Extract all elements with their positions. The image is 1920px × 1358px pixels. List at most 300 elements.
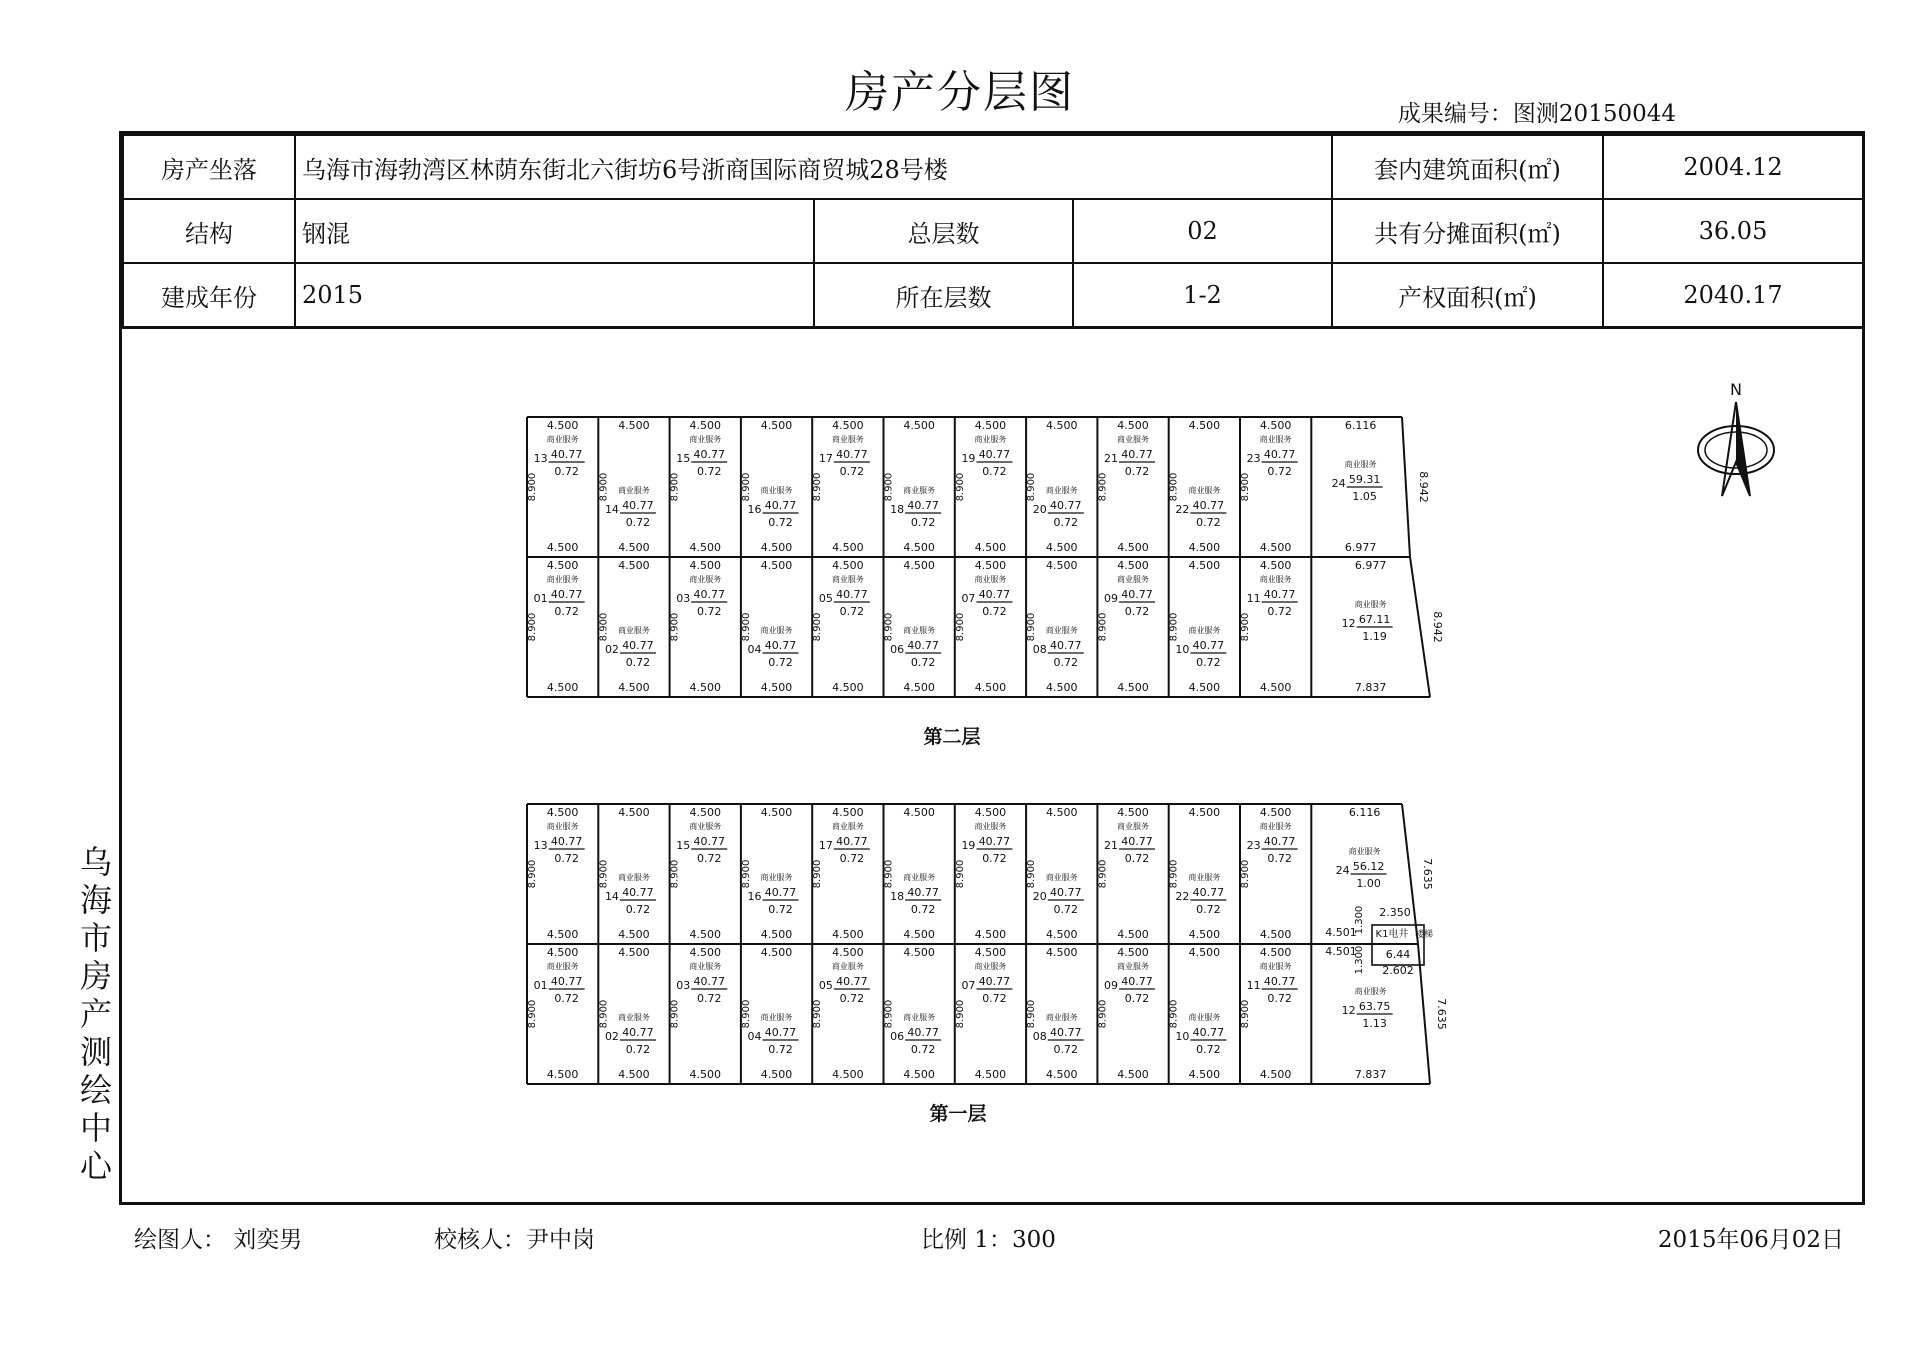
floor2-top-unit-number: 22 bbox=[1175, 503, 1190, 516]
floor1-top-unit-number: 17 bbox=[818, 839, 833, 852]
floor2-bottom-unit-number: 06 bbox=[890, 643, 905, 656]
floor2-top-last-unit-area: 59.31 bbox=[1348, 473, 1381, 486]
floor1-top-width-bottom: 4.500 bbox=[1046, 928, 1078, 941]
floor1-top-last-side-dim: 7.635 bbox=[1421, 858, 1434, 890]
drawer-name: 绘图人： 刘奕男 bbox=[134, 1227, 303, 1253]
floor2-bottom-last-use-label: 商业服务 bbox=[1354, 600, 1387, 609]
floor1-bottom-unit-area: 40.77 bbox=[550, 975, 583, 988]
total-floors-value: 02 bbox=[1073, 199, 1332, 263]
floor1-top-unit-number: 13 bbox=[533, 839, 548, 852]
floor1-bottom-unit-share: 0.72 bbox=[1124, 992, 1150, 1005]
floor2-bottom-width-top: 4.500 bbox=[1117, 559, 1149, 572]
floor2-bottom-width-top: 4.500 bbox=[832, 559, 864, 572]
floor2-top-use-label: 商业服务 bbox=[974, 435, 1007, 444]
floor2-top-last-unit-share: 1.05 bbox=[1352, 490, 1377, 503]
floor1-top-last-unit-area: 56.12 bbox=[1352, 860, 1385, 873]
floor2-bottom-depth-left: 8.900 bbox=[527, 612, 538, 642]
floor1-bottom-use-label: 商业服务 bbox=[546, 962, 579, 971]
floor1-top-unit-share: 0.72 bbox=[554, 852, 579, 865]
floor2-top-width-top: 4.500 bbox=[618, 419, 650, 432]
floor1-top-depth-left: 8.900 bbox=[527, 859, 538, 889]
floor2-bottom-width-top: 4.500 bbox=[546, 559, 579, 572]
floor2-top-unit-number: 16 bbox=[747, 503, 762, 516]
scale-ratio: 比例 1：300 bbox=[921, 1227, 1056, 1253]
floor2-bottom-unit-number: 01 bbox=[533, 592, 548, 605]
floor1-top-last-unit-number: 24 bbox=[1335, 864, 1350, 877]
floor2-bottom-unit-share: 0.72 bbox=[1267, 605, 1292, 618]
floor1-top-use-label: 商业服务 bbox=[546, 822, 579, 831]
floor2-top-depth-left: 8.900 bbox=[527, 472, 538, 502]
surveying-center-name: 乌 海 市 房 产 测 绘 中 心 bbox=[79, 843, 112, 1185]
floor2-bottom-use-label: 商业服务 bbox=[1188, 626, 1221, 635]
floor1-top-width-top: 4.500 bbox=[1188, 806, 1221, 819]
floor1-bottom-width-bottom: 4.500 bbox=[832, 1068, 864, 1081]
floor1-bottom-width-top: 4.500 bbox=[1046, 946, 1078, 959]
structure-label: 结构 bbox=[123, 199, 295, 263]
floor1-top-unit-area: 40.77 bbox=[836, 835, 868, 848]
floor2-top-width-top: 4.500 bbox=[1117, 419, 1149, 432]
stair-width-2: 4.501 bbox=[1325, 945, 1357, 958]
floor2-top-last-top-dim: 6.116 bbox=[1344, 419, 1377, 432]
floor1-top-slanted-wall bbox=[1402, 804, 1418, 944]
property-area-value: 2040.17 bbox=[1603, 263, 1863, 328]
floor1-top-unit-share: 0.72 bbox=[839, 852, 865, 865]
floor1-top-unit-share: 0.72 bbox=[697, 852, 722, 865]
floor2-top-width-bottom: 4.500 bbox=[974, 541, 1007, 554]
floor1-bottom-last-unit-area: 63.75 bbox=[1358, 1000, 1391, 1013]
floor2-top-unit-number: 13 bbox=[533, 452, 548, 465]
floor1-top-use-label: 商业服务 bbox=[831, 822, 864, 831]
floor2-bottom-unit-area: 40.77 bbox=[978, 588, 1011, 601]
floor1-top-use-label: 商业服务 bbox=[903, 873, 936, 882]
floor1-bottom-width-top: 4.500 bbox=[1259, 946, 1292, 959]
floor1-bottom-unit-number: 08 bbox=[1032, 1030, 1047, 1043]
floor2-top-depth-left: 8.900 bbox=[669, 472, 681, 502]
floor2-top-unit-number: 23 bbox=[1246, 452, 1261, 465]
floor1-bottom-unit-share: 0.72 bbox=[697, 992, 722, 1005]
floor1-top-unit-area: 40.77 bbox=[1192, 886, 1225, 899]
floor2-top-unit-share: 0.72 bbox=[697, 465, 722, 478]
floor2-top-unit-number: 15 bbox=[676, 452, 691, 465]
floor2-top-unit-share: 0.72 bbox=[982, 465, 1007, 478]
floor1-bottom-width-top: 4.500 bbox=[689, 946, 721, 959]
floor1-top-use-label: 商业服务 bbox=[1117, 822, 1150, 831]
floor2-bottom-depth-left: 8.900 bbox=[883, 612, 895, 642]
floor1-top-width-bottom: 4.500 bbox=[760, 928, 793, 941]
floor1-top-unit-share: 0.72 bbox=[1267, 852, 1292, 865]
floor1-bottom-depth-left: 8.900 bbox=[954, 999, 966, 1029]
floor2-bottom-unit-area: 40.77 bbox=[1263, 588, 1296, 601]
floor2-top-use-label: 商业服务 bbox=[760, 486, 793, 495]
floor2-top-unit-area: 40.77 bbox=[550, 448, 583, 461]
floor1-top-width-bottom: 4.500 bbox=[618, 928, 650, 941]
floor1-bottom-width-top: 4.500 bbox=[1188, 946, 1221, 959]
floor1-top-use-label: 商业服务 bbox=[689, 822, 722, 831]
floor1-bottom-last-unit-number: 12 bbox=[1341, 1004, 1356, 1017]
floor1-bottom-use-label: 商业服务 bbox=[1045, 1013, 1078, 1022]
floor2-bottom-width-bottom: 4.500 bbox=[1046, 681, 1078, 694]
floor2-bottom-use-label: 商业服务 bbox=[974, 575, 1007, 584]
floor2-top-width-top: 4.500 bbox=[974, 419, 1007, 432]
floor2-top-use-label: 商业服务 bbox=[1188, 486, 1221, 495]
floor1-bottom-width-top: 4.500 bbox=[974, 946, 1007, 959]
floor1-top-depth-left: 8.900 bbox=[954, 859, 966, 889]
floor1-bottom-unit-share: 0.72 bbox=[625, 1043, 651, 1056]
shared-area-value: 36.05 bbox=[1603, 199, 1863, 263]
floor2-top-last-bottom-dim: 6.977 bbox=[1344, 541, 1377, 554]
floor2-top-depth-left: 8.900 bbox=[883, 472, 895, 502]
floor1-top-use-label: 商业服务 bbox=[760, 873, 793, 882]
floor1-top-unit-share: 0.72 bbox=[768, 903, 793, 916]
floor2-bottom-use-label: 商业服务 bbox=[617, 626, 650, 635]
floor2-bottom-width-bottom: 4.500 bbox=[1188, 681, 1221, 694]
floor2-bottom-width-top: 4.500 bbox=[1046, 559, 1078, 572]
floor2-top-unit-share: 0.72 bbox=[554, 465, 579, 478]
floor1-top-unit-area: 40.77 bbox=[764, 886, 797, 899]
floor2-bottom-last-top-dim: 6.977 bbox=[1354, 559, 1387, 572]
floor2-top-use-label: 商业服务 bbox=[1259, 435, 1292, 444]
floor2-bottom-unit-area: 40.77 bbox=[836, 588, 868, 601]
floor1-bottom-unit-area: 40.77 bbox=[1121, 975, 1153, 988]
floor2-bottom-width-top: 4.500 bbox=[1259, 559, 1292, 572]
floor1-bottom-unit-share: 0.72 bbox=[982, 992, 1007, 1005]
floor2-bottom-unit-share: 0.72 bbox=[982, 605, 1007, 618]
floor1-bottom-use-label: 商业服务 bbox=[689, 962, 722, 971]
floor1-top-use-label: 商业服务 bbox=[1188, 873, 1221, 882]
location-value: 乌海市海勃湾区林荫东街北六街坊6号浙商国际商贸城28号楼 bbox=[295, 135, 1332, 199]
floor1-top-unit-share: 0.72 bbox=[910, 903, 936, 916]
floor2-top-last-use-label: 商业服务 bbox=[1344, 460, 1377, 469]
floor2-bottom-depth-left: 8.900 bbox=[1240, 612, 1251, 642]
floor1-bottom-depth-left: 8.900 bbox=[669, 999, 681, 1029]
floor2-bottom-depth-left: 8.900 bbox=[1168, 612, 1180, 642]
floor2-bottom-unit-share: 0.72 bbox=[839, 605, 865, 618]
floor2-bottom-use-label: 商业服务 bbox=[689, 575, 722, 584]
floor2-bottom-unit-number: 10 bbox=[1175, 643, 1190, 656]
stair-width-1: 4.501 bbox=[1325, 926, 1357, 939]
floor1-bottom-width-top: 4.500 bbox=[760, 946, 793, 959]
floor2-bottom-use-label: 商业服务 bbox=[760, 626, 793, 635]
floor2-top-unit-number: 14 bbox=[604, 503, 619, 516]
floor1-top-unit-number: 14 bbox=[604, 890, 619, 903]
floor2-bottom-width-bottom: 4.500 bbox=[1117, 681, 1149, 694]
floor2-top-use-label: 商业服务 bbox=[831, 435, 864, 444]
floor1-bottom-unit-share: 0.72 bbox=[1053, 1043, 1078, 1056]
floor2-bottom-width-top: 4.500 bbox=[760, 559, 793, 572]
floor2-top-unit-share: 0.72 bbox=[910, 516, 936, 529]
floor2-bottom-unit-share: 0.72 bbox=[1053, 656, 1078, 669]
floor1-top-width-top: 4.500 bbox=[618, 806, 650, 819]
floor1-top-unit-share: 0.72 bbox=[1124, 852, 1150, 865]
floor2-bottom-unit-number: 09 bbox=[1104, 592, 1119, 605]
floor2-bottom-slanted-wall bbox=[1410, 557, 1430, 697]
floor1-bottom-unit-area: 40.77 bbox=[1192, 1026, 1225, 1039]
floor2-bottom-last-unit-area: 67.11 bbox=[1358, 613, 1391, 626]
floor2-top-depth-left: 8.900 bbox=[1097, 472, 1109, 502]
floor1-top-width-bottom: 4.500 bbox=[1259, 928, 1292, 941]
floor1-bottom-depth-left: 8.900 bbox=[740, 999, 752, 1029]
floor2-bottom-unit-share: 0.72 bbox=[1196, 656, 1221, 669]
stair-height-1: 1.300 bbox=[1354, 905, 1365, 935]
floor-label: 所在层数 bbox=[814, 263, 1073, 328]
floor1-bottom-width-top: 4.500 bbox=[546, 946, 579, 959]
inner-area-value: 2004.12 bbox=[1603, 135, 1863, 199]
floor2-top-unit-number: 18 bbox=[890, 503, 905, 516]
floor2-caption: 第二层 bbox=[923, 726, 981, 748]
floor2-top-use-label: 商业服务 bbox=[1045, 486, 1078, 495]
floor1-top-width-top: 4.500 bbox=[1117, 806, 1149, 819]
floor2-top-unit-area: 40.77 bbox=[1121, 448, 1153, 461]
floor2-top-width-top: 4.500 bbox=[546, 419, 579, 432]
floor1-bottom-unit-share: 0.72 bbox=[910, 1043, 936, 1056]
floor2-top-unit-number: 19 bbox=[961, 452, 976, 465]
floor1-bottom-last-side-dim: 7.635 bbox=[1435, 998, 1448, 1030]
floor1-top-unit-area: 40.77 bbox=[1050, 886, 1082, 899]
total-floors-label: 总层数 bbox=[814, 199, 1073, 263]
floor1-bottom-depth-left: 8.900 bbox=[527, 999, 538, 1029]
floor2-bottom-last-unit-number: 12 bbox=[1341, 617, 1356, 630]
floor2-bottom-depth-left: 8.900 bbox=[954, 612, 966, 642]
floor1-bottom-width-bottom: 4.500 bbox=[1259, 1068, 1292, 1081]
floor2-bottom-depth-left: 8.900 bbox=[812, 612, 824, 642]
floor1-top-depth-left: 8.900 bbox=[883, 859, 895, 889]
floor2-bottom-width-bottom: 4.500 bbox=[546, 681, 579, 694]
floor1-top-unit-number: 20 bbox=[1032, 890, 1047, 903]
floor1-bottom-unit-share: 0.72 bbox=[839, 992, 865, 1005]
year-value: 2015 bbox=[295, 263, 814, 328]
floor1-bottom-unit-area: 40.77 bbox=[693, 975, 725, 988]
floor2-top-width-bottom: 4.500 bbox=[546, 541, 579, 554]
floor2-bottom-last-side-dim: 8.942 bbox=[1431, 611, 1444, 643]
floor1-bottom-unit-area: 40.77 bbox=[907, 1026, 939, 1039]
floor1-bottom-depth-left: 8.900 bbox=[1240, 999, 1251, 1029]
floor1-bottom-use-label: 商业服务 bbox=[617, 1013, 650, 1022]
floor1-top-last-top-dim: 6.116 bbox=[1348, 806, 1381, 819]
floor1-bottom-use-label: 商业服务 bbox=[1188, 1013, 1221, 1022]
floor2-bottom-width-bottom: 4.500 bbox=[760, 681, 793, 694]
floor2-bottom-depth-left: 8.900 bbox=[669, 612, 681, 642]
floor-value: 1-2 bbox=[1073, 263, 1332, 328]
floor2-top-width-top: 4.500 bbox=[903, 419, 935, 432]
floor2-top-unit-number: 20 bbox=[1032, 503, 1047, 516]
floor1-top-width-top: 4.500 bbox=[974, 806, 1007, 819]
floor2-top-width-bottom: 4.500 bbox=[618, 541, 650, 554]
floor2-top-depth-left: 8.900 bbox=[1026, 472, 1038, 502]
floor1-bottom-unit-number: 04 bbox=[747, 1030, 762, 1043]
floor2-top-unit-share: 0.72 bbox=[1267, 465, 1292, 478]
floor2-bottom-unit-area: 40.77 bbox=[693, 588, 725, 601]
floor1-top-width-bottom: 4.500 bbox=[974, 928, 1007, 941]
floor1-top-unit-area: 40.77 bbox=[550, 835, 583, 848]
floor1-bottom-depth-left: 8.900 bbox=[1097, 999, 1109, 1029]
floor1-bottom-unit-area: 40.77 bbox=[1263, 975, 1296, 988]
floor2-bottom-width-top: 4.500 bbox=[974, 559, 1007, 572]
checker-name: 校核人：尹中岗 bbox=[434, 1227, 595, 1253]
floor1-top-unit-share: 0.72 bbox=[1196, 903, 1221, 916]
location-label: 房产坐落 bbox=[123, 135, 295, 199]
floor1-bottom-unit-number: 06 bbox=[890, 1030, 905, 1043]
floor1-top-unit-area: 40.77 bbox=[622, 886, 654, 899]
floor1-top-unit-area: 40.77 bbox=[978, 835, 1011, 848]
floor2-top-use-label: 商业服务 bbox=[903, 486, 936, 495]
floor1-bottom-width-bottom: 4.500 bbox=[546, 1068, 579, 1081]
floor2-bottom-use-label: 商业服务 bbox=[1259, 575, 1292, 584]
floor2-top-last-side-dim: 8.942 bbox=[1417, 471, 1430, 503]
floor1-bottom-depth-left: 8.900 bbox=[1168, 999, 1180, 1029]
floor2-top-use-label: 商业服务 bbox=[617, 486, 650, 495]
floor1-bottom-width-top: 4.500 bbox=[903, 946, 935, 959]
floor2-bottom-unit-area: 40.77 bbox=[1121, 588, 1153, 601]
floor1-top-depth-left: 8.900 bbox=[1168, 859, 1180, 889]
floor2-top-depth-left: 8.900 bbox=[954, 472, 966, 502]
floor2-bottom-unit-number: 02 bbox=[604, 643, 619, 656]
floor2-top-width-top: 4.500 bbox=[1259, 419, 1292, 432]
floor2-top-depth-left: 8.900 bbox=[1240, 472, 1251, 502]
stair-dim-2: 2.602 bbox=[1382, 964, 1414, 977]
floor1-top-use-label: 商业服务 bbox=[1259, 822, 1292, 831]
floor1-bottom-width-top: 4.500 bbox=[1117, 946, 1149, 959]
floor1-top-last-use-label: 商业服务 bbox=[1348, 847, 1381, 856]
floor2-top-unit-area: 40.77 bbox=[1263, 448, 1296, 461]
floor2-bottom-use-label: 商业服务 bbox=[903, 626, 936, 635]
floor1-bottom-width-bottom: 4.500 bbox=[1046, 1068, 1078, 1081]
floor1-top-unit-area: 40.77 bbox=[1263, 835, 1296, 848]
floor1-top-depth-left: 8.900 bbox=[740, 859, 752, 889]
floor1-bottom-unit-area: 40.77 bbox=[764, 1026, 797, 1039]
floor2-top-unit-area: 40.77 bbox=[907, 499, 939, 512]
floor2-bottom-unit-area: 40.77 bbox=[907, 639, 939, 652]
floor2-bottom-width-top: 4.500 bbox=[903, 559, 935, 572]
stair-height-2: 1.300 bbox=[1354, 945, 1365, 975]
floor1-top-width-bottom: 4.500 bbox=[689, 928, 721, 941]
floor1-bottom-width-top: 4.500 bbox=[832, 946, 864, 959]
floor1-top-unit-number: 22 bbox=[1175, 890, 1190, 903]
floor2-top-unit-area: 40.77 bbox=[836, 448, 868, 461]
floor1-top-width-top: 4.500 bbox=[1046, 806, 1078, 819]
floor1-top-unit-number: 23 bbox=[1246, 839, 1261, 852]
floor2-bottom-last-unit-share: 1.19 bbox=[1362, 630, 1387, 643]
floor1-caption: 第一层 bbox=[929, 1103, 987, 1125]
floor1-top-unit-area: 40.77 bbox=[907, 886, 939, 899]
floor2-bottom-unit-number: 03 bbox=[676, 592, 691, 605]
floor1-bottom-depth-left: 8.900 bbox=[598, 999, 610, 1029]
floor1-bottom-use-label: 商业服务 bbox=[903, 1013, 936, 1022]
result-number: 成果编号：图测20150044 bbox=[1397, 101, 1676, 127]
north-letter: N bbox=[1730, 380, 1742, 399]
floor1-bottom-use-label: 商业服务 bbox=[974, 962, 1007, 971]
floor2-top-width-bottom: 4.500 bbox=[760, 541, 793, 554]
floor1-top-width-bottom: 4.500 bbox=[832, 928, 864, 941]
floor2-top-use-label: 商业服务 bbox=[546, 435, 579, 444]
floor2-top-width-bottom: 4.500 bbox=[1188, 541, 1221, 554]
floor2-top-unit-share: 0.72 bbox=[1196, 516, 1221, 529]
floor1-top-unit-area: 40.77 bbox=[693, 835, 725, 848]
floor1-bottom-use-label: 商业服务 bbox=[831, 962, 864, 971]
floor2-bottom-unit-share: 0.72 bbox=[554, 605, 579, 618]
floor1-top-width-top: 4.500 bbox=[903, 806, 935, 819]
floor2-bottom-unit-number: 07 bbox=[961, 592, 976, 605]
floor1-bottom-use-label: 商业服务 bbox=[1117, 962, 1150, 971]
floor1-bottom-unit-number: 05 bbox=[818, 979, 833, 992]
floor2-bottom-unit-number: 08 bbox=[1032, 643, 1047, 656]
floor2-top-width-bottom: 4.500 bbox=[1117, 541, 1149, 554]
floor2-bottom-use-label: 商业服务 bbox=[831, 575, 864, 584]
floor1-bottom-unit-number: 11 bbox=[1246, 979, 1261, 992]
floor1-top-unit-number: 16 bbox=[747, 890, 762, 903]
floor1-bottom-width-bottom: 4.500 bbox=[689, 1068, 721, 1081]
floor2-top-unit-share: 0.72 bbox=[839, 465, 865, 478]
floor2-top-depth-left: 8.900 bbox=[740, 472, 752, 502]
floor2-top-unit-area: 40.77 bbox=[978, 448, 1011, 461]
floor2-bottom-unit-area: 40.77 bbox=[622, 639, 654, 652]
floor1-bottom-use-label: 商业服务 bbox=[760, 1013, 793, 1022]
floor2-bottom-unit-number: 05 bbox=[818, 592, 833, 605]
floor1-top-width-bottom: 4.500 bbox=[903, 928, 935, 941]
floor1-top-use-label: 商业服务 bbox=[1045, 873, 1078, 882]
floor2-bottom-width-bottom: 4.500 bbox=[1259, 681, 1292, 694]
floor2-top-depth-left: 8.900 bbox=[812, 472, 824, 502]
floor2-top-unit-share: 0.72 bbox=[768, 516, 793, 529]
floor2-bottom-unit-area: 40.77 bbox=[550, 588, 583, 601]
floor2-bottom-depth-left: 8.900 bbox=[740, 612, 752, 642]
floor2-bottom-unit-number: 11 bbox=[1246, 592, 1261, 605]
floor1-bottom-unit-area: 40.77 bbox=[836, 975, 868, 988]
floor2-top-use-label: 商业服务 bbox=[689, 435, 722, 444]
floor1-top-unit-number: 19 bbox=[961, 839, 976, 852]
shared-area-label: 共有分摊面积(㎡) bbox=[1332, 199, 1603, 263]
floor1-top-depth-left: 8.900 bbox=[812, 859, 824, 889]
floor1-bottom-width-top: 4.500 bbox=[618, 946, 650, 959]
floor2-bottom-unit-share: 0.72 bbox=[697, 605, 722, 618]
floor2-top-width-top: 4.500 bbox=[760, 419, 793, 432]
floor1-bottom-unit-number: 02 bbox=[604, 1030, 619, 1043]
floor2-bottom-width-top: 4.500 bbox=[689, 559, 721, 572]
floor2-top-width-bottom: 4.500 bbox=[1046, 541, 1078, 554]
electric-well-label: K1电井 bbox=[1375, 929, 1409, 940]
floor2-bottom-width-bottom: 4.500 bbox=[832, 681, 864, 694]
floor1-top-width-top: 4.500 bbox=[689, 806, 721, 819]
floor2-bottom-use-label: 商业服务 bbox=[1045, 626, 1078, 635]
floor1-top-unit-number: 15 bbox=[676, 839, 691, 852]
floor2-bottom-width-top: 4.500 bbox=[618, 559, 650, 572]
floor1-top-width-bottom: 4.500 bbox=[546, 928, 579, 941]
stairs-label: 楼梯 bbox=[1414, 930, 1434, 940]
property-area-label: 产权面积(㎡) bbox=[1332, 263, 1603, 328]
floor2-top-width-bottom: 4.500 bbox=[1259, 541, 1292, 554]
floor2-top-unit-area: 40.77 bbox=[764, 499, 797, 512]
floor1-bottom-depth-left: 8.900 bbox=[1026, 999, 1038, 1029]
floor1-bottom-width-bottom: 4.500 bbox=[1117, 1068, 1149, 1081]
floor2-bottom-depth-left: 8.900 bbox=[598, 612, 610, 642]
floor2-bottom-use-label: 商业服务 bbox=[546, 575, 579, 584]
floor2-bottom-unit-share: 0.72 bbox=[768, 656, 793, 669]
floor1-top-width-top: 4.500 bbox=[760, 806, 793, 819]
floor2-top-width-top: 4.500 bbox=[832, 419, 864, 432]
floor2-bottom-unit-share: 0.72 bbox=[910, 656, 936, 669]
floor2-bottom-unit-area: 40.77 bbox=[1192, 639, 1225, 652]
year-label: 建成年份 bbox=[123, 263, 295, 328]
floor1-bottom-unit-share: 0.72 bbox=[1196, 1043, 1221, 1056]
floor2-top-slanted-wall bbox=[1402, 417, 1410, 557]
stair-area: 6.44 bbox=[1385, 948, 1411, 961]
floor1-bottom-width-bottom: 4.500 bbox=[618, 1068, 650, 1081]
floor2-top-unit-share: 0.72 bbox=[625, 516, 651, 529]
floor2-bottom-depth-left: 8.900 bbox=[1097, 612, 1109, 642]
floor1-bottom-last-bottom-dim: 7.837 bbox=[1354, 1068, 1387, 1081]
floor2-bottom-width-top: 4.500 bbox=[1188, 559, 1221, 572]
floor2-top-unit-share: 0.72 bbox=[1124, 465, 1150, 478]
floor1-bottom-depth-left: 8.900 bbox=[883, 999, 895, 1029]
